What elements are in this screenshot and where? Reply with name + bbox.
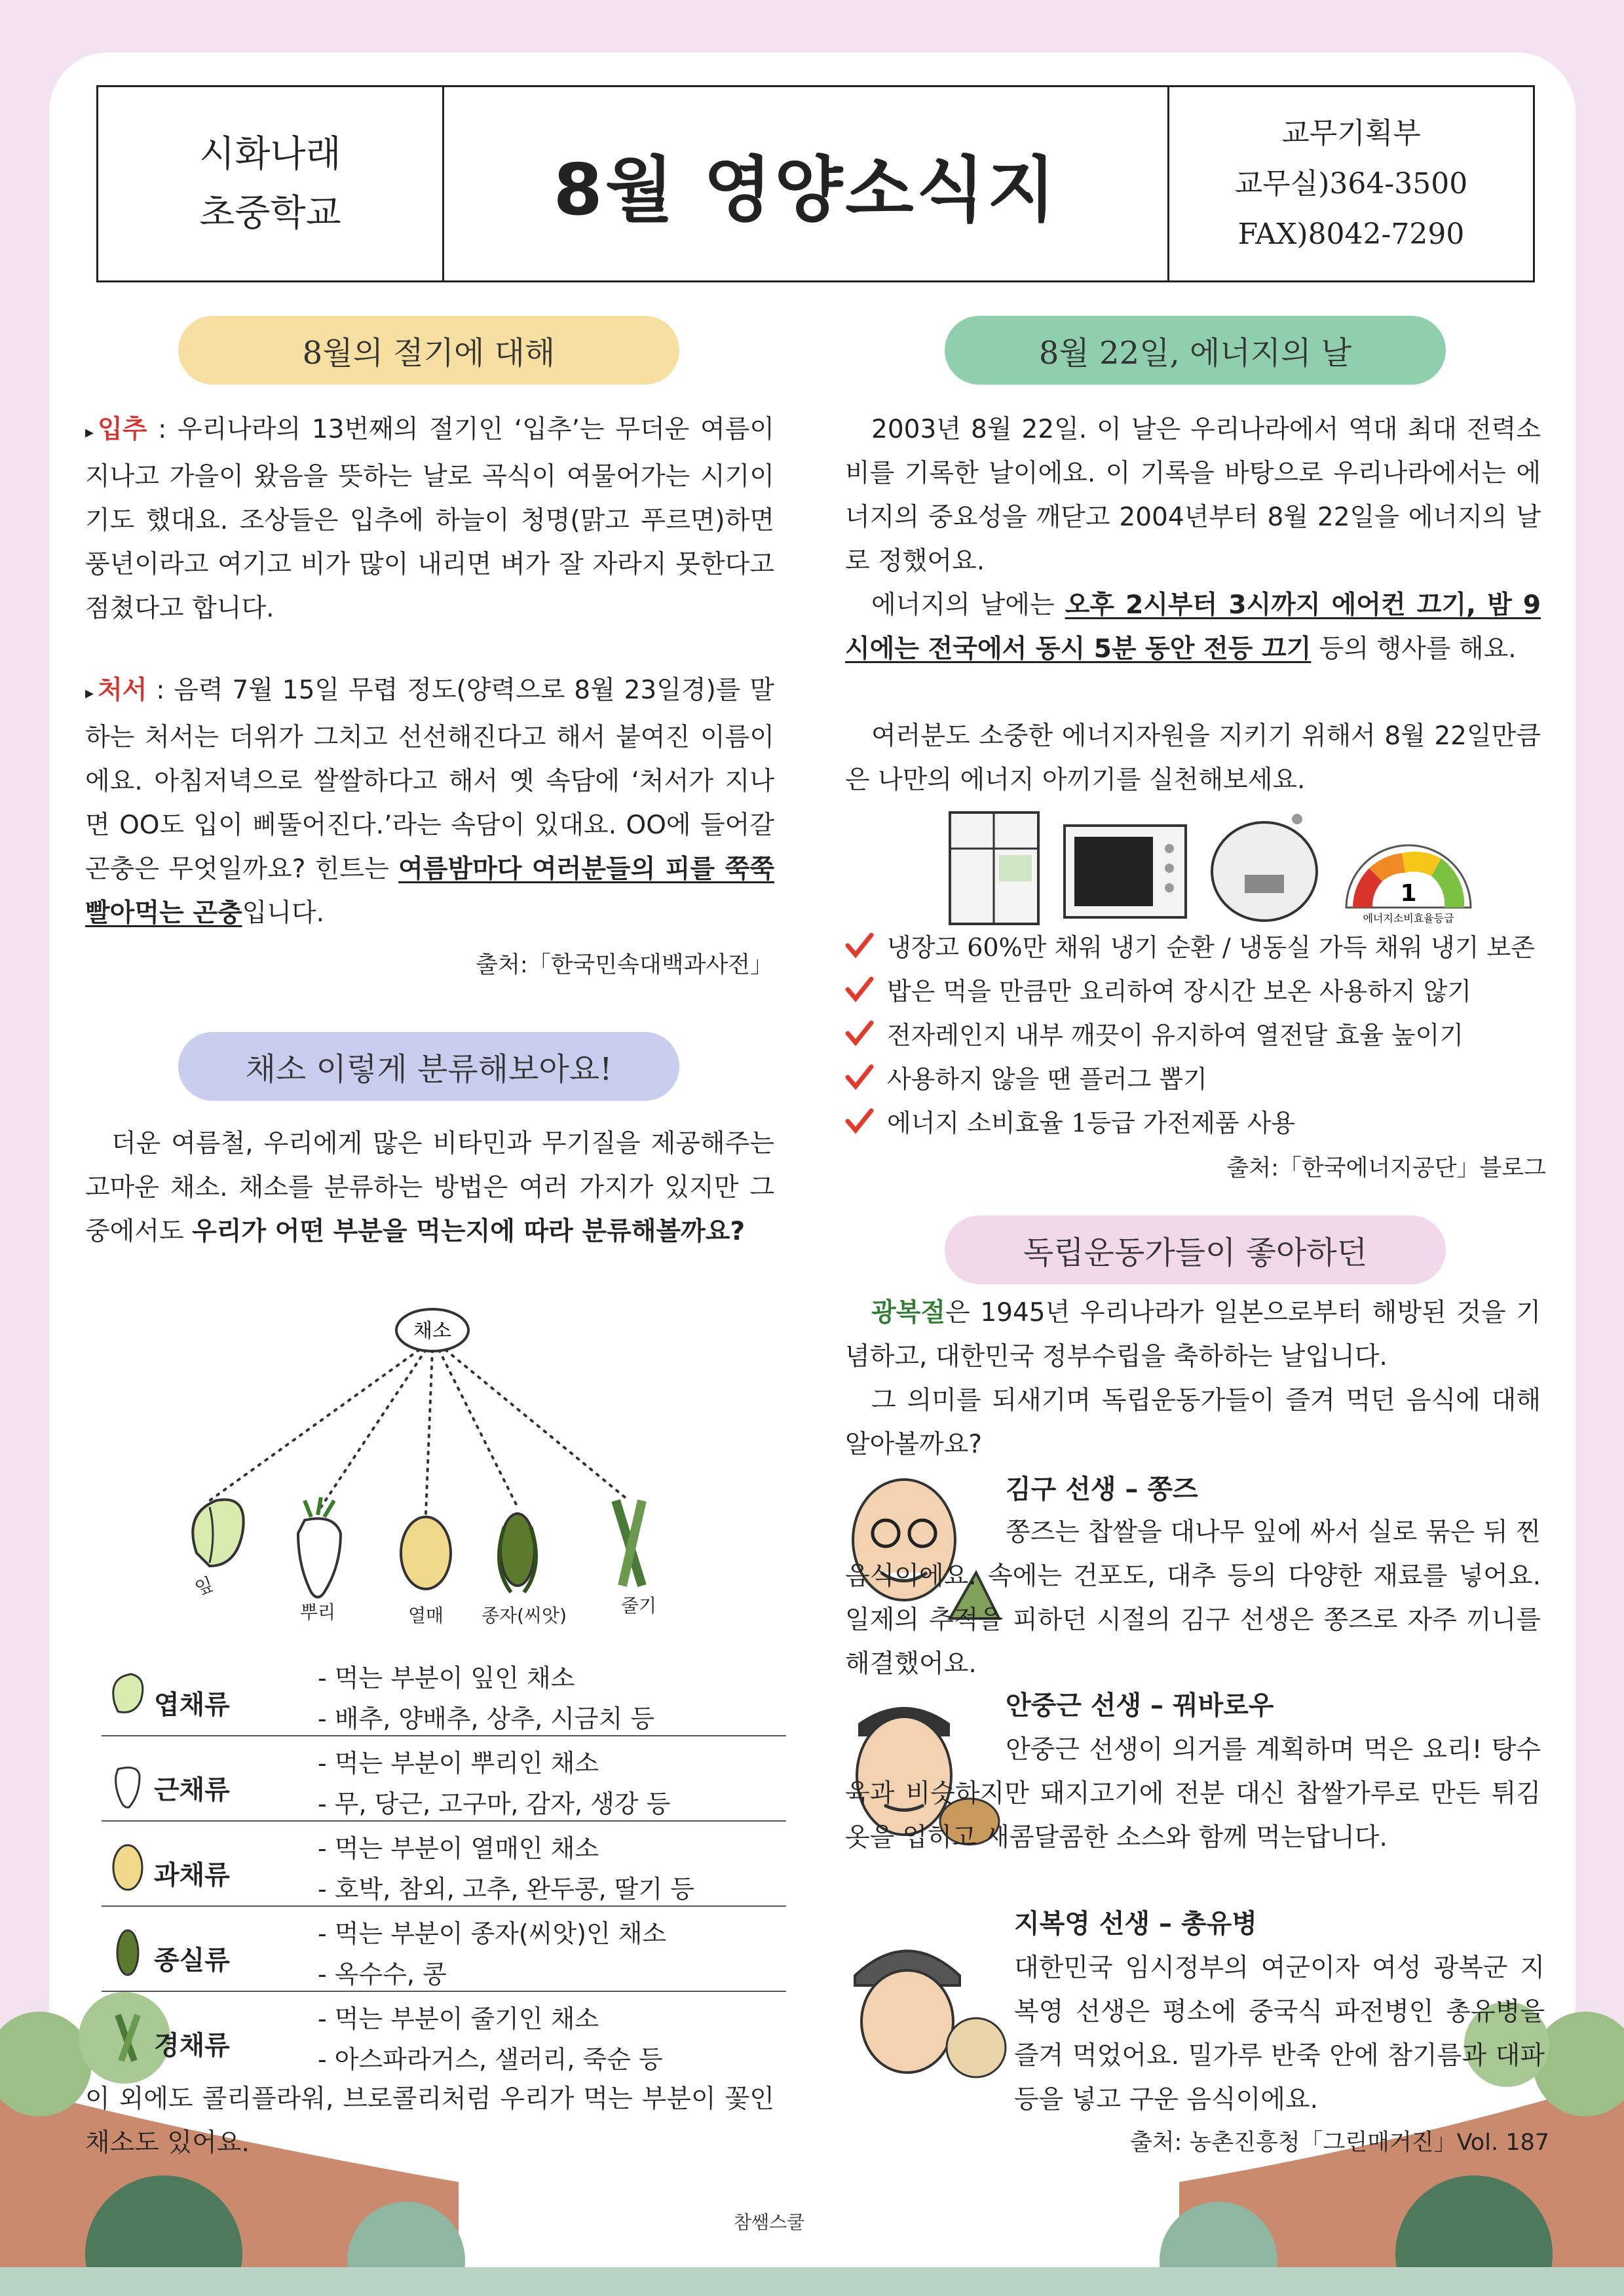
independence-source: 출처: 농촌진흥청「그린매거진」Vol. 187 [1129, 2130, 1549, 2156]
solar-terms-source: 출처:「한국민속대백과사전」 [476, 952, 773, 978]
ahn-jung-geun-section [1006, 1684, 1543, 1728]
vegetables-intro-text: 더운 여름철, 우리에게 많은 비타민과 무기질을 제공해주는 고마운 채소. 채소를 분류하는 방법은 여러 가지가 있지만 그 중에서도 [85, 1129, 774, 1246]
cheoseo-text: : 음력 7월 15일 무렵 정도(양력으로 8월 23일경)를 말하는 처서는 더위가 그치고 선선해진다고 해서 붙여진 이름이에요. 아침저녁으로 쌀쌀하다고 해서 옛 속담에 ‘처서가 지나면 OO도 입이 삐뚤어진다.’라는 속담이 있대요. OO에 들어갈 곤충은 무엇일까요? 힌트는 [85, 676, 774, 884]
seed-vegetable-icon [499, 1514, 536, 1592]
veg-category-name: 과채류 [154, 1860, 230, 1890]
triangle-bullet-icon: ▸ [85, 423, 94, 442]
appliance-illustrations [943, 809, 1487, 927]
check-icon [845, 1020, 874, 1046]
kim-gu-description: 쫑즈는 찹쌀을 대나무 잎에 싸서 실로 묶은 뒤 찐 음식이에요. 속에는 건포도, 대추 등의 다양한 재료를 넣어요. 일제의 추적을 피하던 시절의 김구 선생은 쫑즈로 자주 끼니를 해결했어요. [845, 1518, 1541, 1679]
energy-paragraph-3: 여러분도 소중한 에너지자원을 지키기 위해서 8월 22일만큼은 나만의 에너지 아끼기를 실천해보세요. [845, 721, 1541, 795]
energy-tip [845, 971, 1566, 1007]
diagram-label-leaf: 잎 [192, 1573, 217, 1600]
vegetables-heading [178, 1032, 679, 1101]
veg-category-name: 근채류 [154, 1775, 230, 1805]
energy-efficiency-gauge-icon [1346, 845, 1471, 925]
veg-category-examples: - 무, 당근, 고구마, 감자, 생강 등 [318, 1789, 671, 1818]
energy-tip [845, 927, 1566, 963]
ipchu-label: 입추 [98, 415, 147, 444]
vegetable-diagram [170, 1304, 694, 1645]
school-name-line2: 초중학교 [199, 191, 341, 235]
ahn-jung-geun-description: 안중근 선생이 의거를 계획하며 먹은 요리! 탕수육과 비슷하지만 돼지고기에 전분 대신 찹쌀가루로 만든 튀김옷을 입히고 새콤달콤한 소스와 함께 먹는답니다. [845, 1735, 1541, 1852]
ji-bok-yeong-description: 대한민국 임시정부의 여군이자 여성 광복군 지복영 선생은 평소에 중국식 파전병인 총유병을 즐겨 먹었어요. 밀가루 반죽 안에 참기름과 대파 등을 넣고 구운 음식이에요. [1014, 1953, 1545, 2114]
school-name-line1: 시화나래 [199, 132, 341, 176]
vegetables-outro: 이 외에도 콜리플라워, 브로콜리처럼 우리가 먹는 부분이 꽃인 채소도 있어요. [85, 2084, 774, 2158]
check-icon [845, 1108, 874, 1134]
leaf-vegetable-icon [108, 1671, 147, 1717]
diagram-label-stem: 줄기 [620, 1595, 657, 1617]
ipchu-text: : 우리나라의 13번째의 절기인 ‘입추’는 무더운 여름이 지나고 가을이 왔음을 뜻하는 날로 곡식이 여물어가는 시기이기도 했대요. 조상들은 입추에 하늘이 청명(맑고 푸르면)하면 풍년이라고 여기고 비가 많이 내리면 벼가 잘 자라지 못한다고 점쳤다고 합니다. [85, 415, 774, 623]
check-icon [845, 976, 874, 1003]
ipchu-paragraph [85, 408, 774, 630]
newsletter-header [96, 85, 1535, 282]
rice-cooker-icon [1212, 814, 1317, 921]
diagram-root-label: 채소 [413, 1320, 451, 1343]
energy-p2-end: 등의 행사를 해요. [1311, 634, 1517, 664]
energy-tip-text: 밥은 먹을 만큼만 요리하여 장시간 보온 사용하지 않기 [887, 977, 1472, 1006]
kim-gu-section [1006, 1468, 1543, 1512]
energy-tip-text: 사용하지 않을 땐 플러그 뽑기 [887, 1065, 1207, 1094]
footer-logo-text: 참쌤스쿨 [734, 2211, 805, 2233]
stem-vegetable-icon [108, 2012, 147, 2064]
veg-category-desc: - 먹는 부분이 종자(씨앗)인 채소 [318, 1919, 667, 1948]
school-name [98, 87, 444, 280]
energy-tip-text: 냉장고 60%만 채워 냉기 순환 / 냉동실 가득 채워 냉기 보존 [887, 933, 1535, 962]
leaf-vegetable-icon [193, 1500, 243, 1566]
veg-category-name: 엽채류 [154, 1690, 230, 1720]
page-title: 8월 영양소식지 [444, 87, 1169, 280]
vegetable-table [102, 1651, 786, 2076]
veg-category-name: 경채류 [154, 2031, 230, 2061]
solar-terms-heading-text: 8월의 절기에 대해 [302, 335, 556, 372]
energy-tip [845, 1103, 1566, 1139]
energy-p2-start: 에너지의 날에는 [871, 590, 1065, 620]
table-row [102, 1822, 786, 1907]
microwave-icon [1065, 826, 1186, 917]
vegetables-heading-text: 채소 이렇게 분류해보아요! [245, 1051, 613, 1088]
department: 교무기획부 [1281, 117, 1421, 150]
triangle-bullet-icon: ▸ [85, 683, 94, 703]
root-vegetable-icon [108, 1756, 147, 1808]
diagram-label-seed: 종자(씨앗) [481, 1605, 567, 1626]
cheoseo-label: 처서 [98, 676, 147, 705]
person-name: 김구 선생 – 쫑즈 [1006, 1474, 1198, 1504]
independence-heading-text: 독립운동가들이 좋아하던 [1023, 1234, 1368, 1271]
veg-category-examples: - 아스파라거스, 샐러리, 죽순 등 [318, 2045, 663, 2074]
refrigerator-icon [950, 813, 1038, 924]
independence-heading [945, 1215, 1446, 1284]
independence-intro [845, 1291, 1541, 1379]
energy-source: 출처:「한국에너지공단」블로그 [1226, 1155, 1546, 1181]
energy-tip-text: 전자레인지 내부 깨끗이 유지하여 열전달 효율 높이기 [887, 1021, 1464, 1050]
ji-bok-yeong-section [1014, 1902, 1545, 1946]
veg-category-desc: - 먹는 부분이 줄기인 채소 [318, 2004, 599, 2033]
liberation-day-label: 광복절 [871, 1298, 946, 1328]
energy-tip-text: 에너지 소비효율 1등급 가전제품 사용 [887, 1109, 1296, 1138]
energy-paragraph-2 [845, 583, 1541, 671]
energy-tip [845, 1015, 1566, 1051]
phone-number: 교무실)364-3500 [1234, 167, 1468, 201]
table-row [102, 1907, 786, 1992]
cheoseo-paragraph [85, 668, 774, 935]
veg-category-desc: - 먹는 부분이 잎인 채소 [318, 1664, 575, 1693]
seed-vegetable-icon [108, 1926, 147, 1979]
veg-category-examples: - 옥수수, 콩 [318, 1960, 447, 1989]
table-row [102, 1651, 786, 1736]
stem-vegetable-icon [616, 1501, 642, 1586]
table-row [102, 1992, 786, 2076]
vegetables-intro-bold: 우리가 어떤 부분을 먹는지에 따라 분류해볼까요? [192, 1217, 746, 1246]
cheoseo-hint: 여름밤마다 여러분들의 피를 쭉쭉 빨아먹는 곤충 [85, 854, 775, 928]
gauge-grade: 1 [1400, 880, 1417, 907]
veg-category-examples: - 배추, 양배추, 상추, 시금치 등 [318, 1704, 655, 1733]
energy-paragraph-1: 2003년 8월 22일. 이 날은 우리나라에서 역대 최대 전력소비를 기록한 날이에요. 이 기록을 바탕으로 우리나라에서는 에너지의 중요성을 깨닫고 2004년부터 8월 22일을 에너지의 날로 정했어요. [845, 415, 1541, 576]
veg-category-name: 종실류 [154, 1945, 230, 1976]
energy-tip [845, 1059, 1566, 1095]
veg-category-desc: - 먹는 부분이 열매인 채소 [318, 1834, 599, 1863]
energy-p2-bold: 오후 2시부터 3시까지 에어컨 끄기, 밤 9시에는 전국에서 동시 5분 동안 전등 끄기 [845, 590, 1541, 664]
footer-logo [734, 2208, 804, 2234]
diagram-label-fruit: 열매 [407, 1605, 444, 1626]
veg-category-desc: - 먹는 부분이 뿌리인 채소 [318, 1749, 599, 1778]
person-name: 지복영 선생 – 총유병 [1014, 1909, 1257, 1939]
cheoseo-end: 입니다. [242, 898, 325, 928]
table-row [102, 1736, 786, 1822]
root-vegetable-icon [298, 1497, 341, 1598]
check-icon [845, 1064, 874, 1090]
energy-heading [945, 316, 1446, 385]
veg-category-examples: - 호박, 참외, 고추, 완두콩, 딸기 등 [318, 1875, 695, 1904]
fruit-vegetable-icon [401, 1517, 451, 1589]
contact-info [1169, 87, 1533, 280]
vegetables-intro [85, 1122, 774, 1253]
gauge-caption: 에너지소비효율등급 [1363, 912, 1454, 925]
fax-number: FAX)8042-7290 [1237, 218, 1465, 251]
solar-terms-heading [178, 316, 679, 385]
fruit-vegetable-icon [108, 1841, 147, 1894]
energy-heading-text: 8월 22일, 에너지의 날 [1038, 335, 1352, 372]
check-icon [845, 932, 874, 959]
independence-intro-2: 그 의미를 되새기며 독립운동가들이 즐겨 먹던 음식에 대해 알아볼까요? [845, 1386, 1541, 1459]
independence-intro-text: 은 1945년 우리나라가 일본으로부터 해방된 것을 기념하고, 대한민국 정부수립을 축하하는 날입니다. [845, 1298, 1541, 1371]
diagram-label-root: 뿌리 [299, 1601, 336, 1623]
person-name: 안중근 선생 – 꿔바로우 [1006, 1691, 1274, 1721]
ji-bok-yeong-portrait [845, 1930, 1015, 2080]
